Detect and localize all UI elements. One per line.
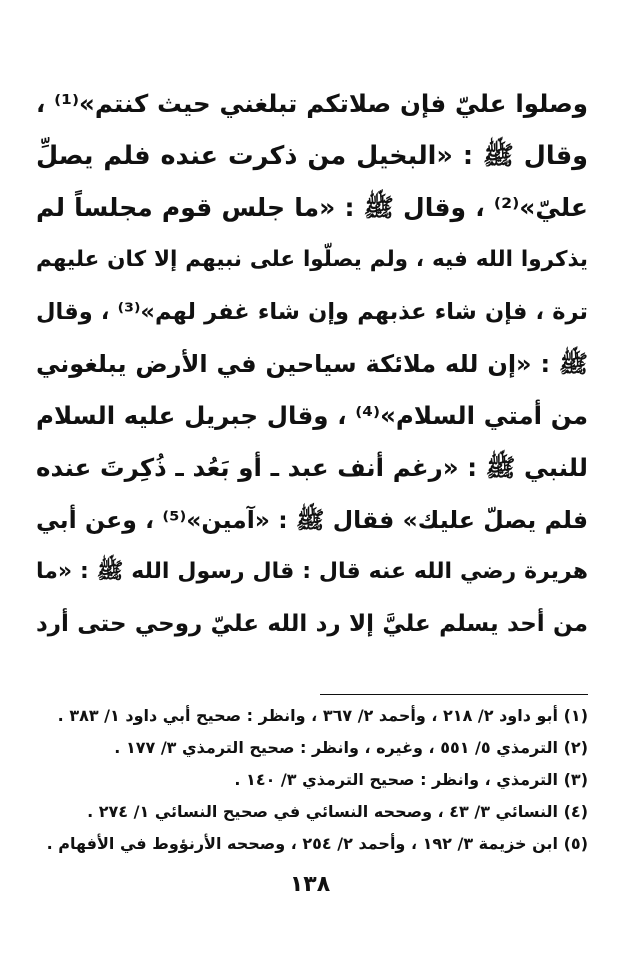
text-line-2: وقال ﷺ : «البخيل من ذكرت عنده فلم يصلِّ xyxy=(36,141,588,171)
page-number: ١٣٨ xyxy=(289,872,331,897)
text-line-8: للنبي ﷺ : «رغم أنف عبد ـ أو بَعُد ـ ذُكِرتَ عنده xyxy=(36,453,588,482)
text-line-10: هريرة رضي الله عنه قال : قال رسول الله ﷺ : «ما xyxy=(36,559,588,584)
footnote-5: (٥) ابن خزيمة ٣/ ١٩٢ ، وأحمد ٢/ ٢٥٤ ، وصححه الأرنؤوط في الأفهام . xyxy=(46,834,588,853)
footnote-3: (٣) الترمذي ، وانظر : صحيح الترمذي ٣/ ١٤٠ . xyxy=(234,770,588,789)
footnote-4: (٤) النسائي ٣/ ٤٣ ، وصححه النسائي في صحيح النسائي ١/ ٢٧٤ . xyxy=(87,802,588,821)
footnote-separator xyxy=(320,694,588,695)
text-line-7: من أمتي السلام»⁽⁴⁾ ، وقال جبريل عليه السلام xyxy=(36,401,588,430)
text-line-4: يذكروا الله فيه ، ولم يصلّوا على نبيهم إلا كان عليهم xyxy=(36,247,588,272)
text-line-3: عليّ»⁽²⁾ ، وقال ﷺ : «ما جلس قوم مجلساً لم xyxy=(36,193,588,222)
main-text-block xyxy=(36,78,588,650)
text-line-9: فلم يصلّ عليك» فقال ﷺ : «آمين»⁽⁵⁾ ، وعن أبي xyxy=(36,506,588,534)
text-line-11: من أحد يسلم عليَّ إلا رد الله عليّ روحي حتى أرد xyxy=(36,611,588,637)
text-line-5: ترة ، فإن شاء عذبهم وإن شاء غفر لهم»⁽³⁾ ، وقال xyxy=(36,299,588,325)
text-line-6: ﷺ : «إن لله ملائكة سياحين في الأرض يبلغوني xyxy=(36,350,588,378)
footnote-2: (٢) الترمذي ٥/ ٥٥١ ، وغيره ، وانظر : صحيح الترمذي ٣/ ١٧٧ . xyxy=(114,738,588,757)
footnotes-block xyxy=(36,700,588,860)
footnote-1: (١) أبو داود ٢/ ٢١٨ ، وأحمد ٢/ ٣٦٧ ، وانظر : صحيح أبي داود ١/ ٣٨٣ . xyxy=(57,706,588,725)
text-line-1: وصلوا عليّ فإن صلاتكم تبلغني حيث كنتم»⁽¹⁾ ، xyxy=(36,89,588,118)
